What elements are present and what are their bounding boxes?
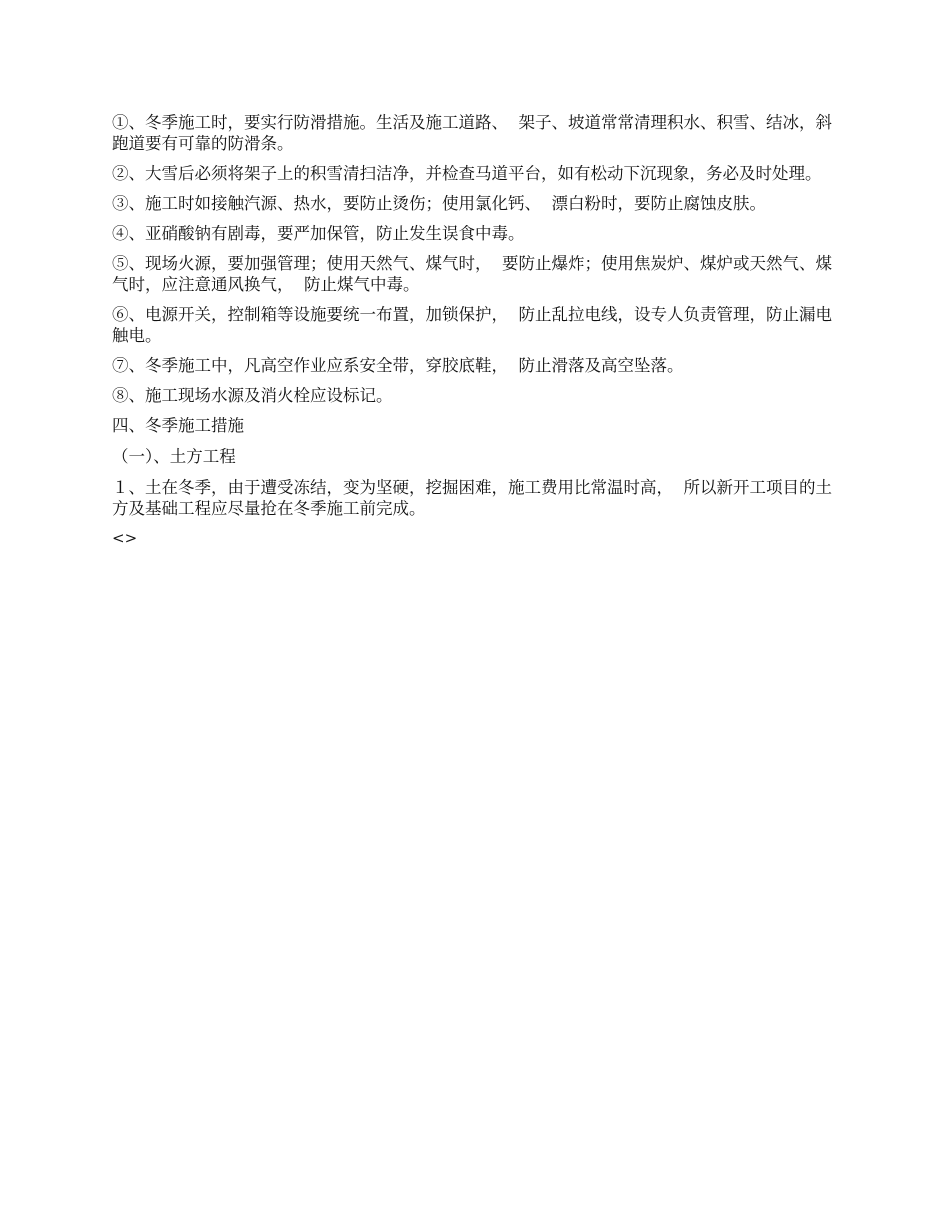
paragraph-item-2: ②、大雪后必须将架子上的积雪清扫洁净，并检查马道平台，如有松动下沉现象，务必及时处理。 (112, 164, 822, 183)
paragraph-item-1: ①、冬季施工时，要实行防滑措施。生活及施工道路、 架子、坡道常常清理积水、积雪、结冰，斜跑道要有可靠的防滑条。 (112, 113, 832, 153)
subsection-heading: （一）、土方工程 (112, 447, 236, 466)
document-page (112, 112, 842, 548)
paragraph-item-7: ⑦、冬季施工中，凡高空作业应系安全带，穿胶底鞋， 防止滑落及高空坠落。 (112, 356, 684, 375)
paragraph-item-8: ⑧、施工现场水源及消火栓应设标记。 (112, 386, 393, 405)
paragraph-item-5: ⑤、现场火源，要加强管理；使用天然气、煤气时， 要防止爆炸；使用焦炭炉、煤炉或天然气、煤气时，应注意通风换气， 防止煤气中毒。 (112, 254, 832, 294)
footer-mark: <> (112, 529, 138, 547)
section-heading: 四、冬季施工措施 (112, 416, 244, 435)
paragraph-item-4: ④、亚硝酸钠有剧毒，要严加保管，防止发生误食中毒。 (112, 224, 525, 243)
paragraph-earthwork: １、土在冬季，由于遭受冻结，变为坚硬，挖掘困难，施工费用比常温时高， 所以新开工项目的土方及基础工程应尽量抢在冬季施工前完成。 (112, 478, 832, 518)
paragraph-item-6: ⑥、电源开关，控制箱等设施要统一布置，加锁保护， 防止乱拉电线，设专人负责管理，防止漏电触电。 (112, 305, 832, 345)
paragraph-item-3: ③、施工时如接触汽源、热水，要防止烫伤；使用氯化钙、 漂白粉时，要防止腐蚀皮肤。 (112, 194, 766, 213)
